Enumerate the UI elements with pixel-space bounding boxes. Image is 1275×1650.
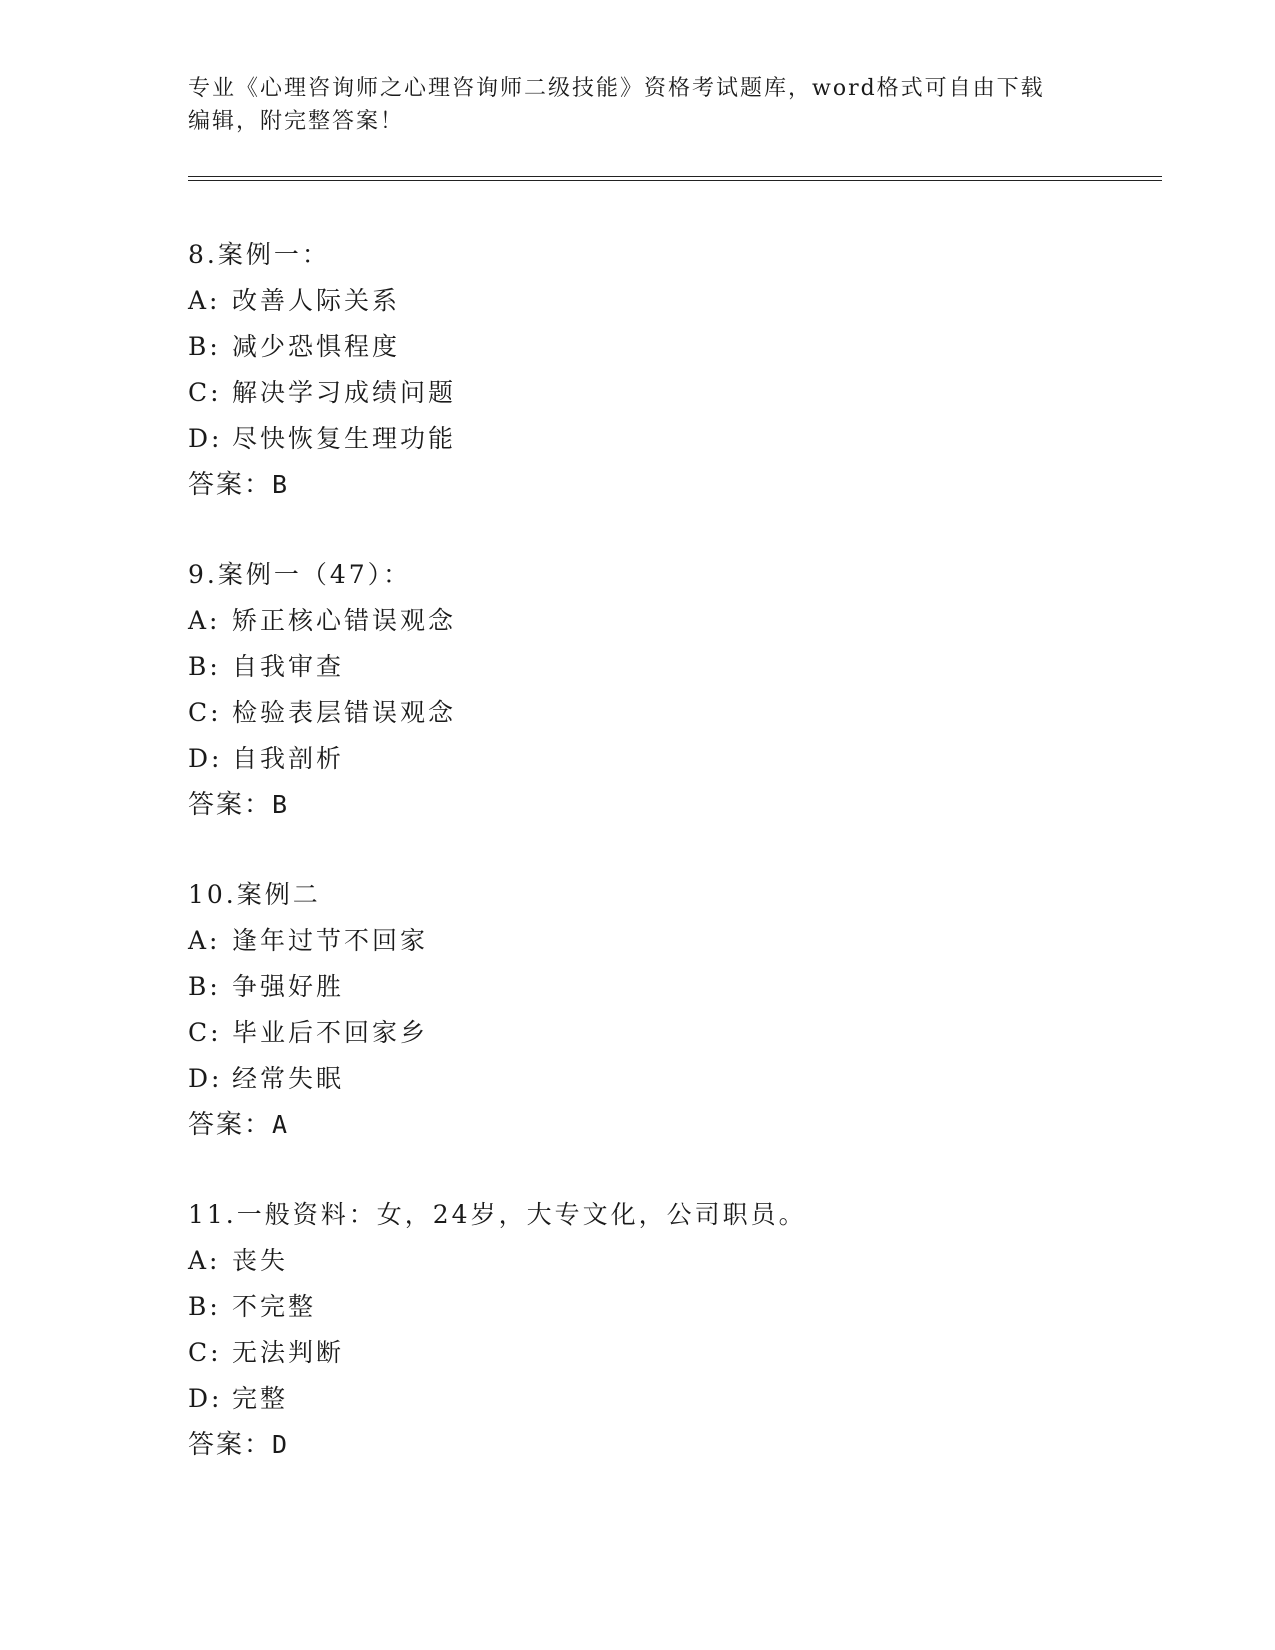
document-header (188, 72, 1088, 138)
option-text: 检验表层错误观念 (232, 698, 457, 727)
option-key: C: (188, 698, 222, 727)
option-text: 毕业后不回家乡 (232, 1018, 429, 1047)
option-key: B: (188, 1292, 221, 1321)
option-text: 改善人际关系 (232, 286, 401, 315)
option-d (188, 1376, 1148, 1422)
answer-label: 答案： (188, 1430, 273, 1460)
option-text: 解决学习成绩问题 (232, 378, 457, 407)
question-stem: 9.案例一（47）： (188, 560, 412, 589)
option-key: A: (188, 286, 221, 315)
question-stem: 10.案例二 (188, 880, 321, 909)
question-item (188, 232, 1148, 508)
answer-value: B (272, 790, 290, 819)
option-text: 无法判断 (232, 1338, 345, 1367)
option-key: D: (188, 1064, 223, 1093)
question-stem: 11.一般资料：女，24岁，大专文化，公司职员。 (188, 1200, 807, 1229)
option-text: 逢年过节不回家 (232, 926, 429, 955)
option-key: A: (188, 926, 221, 955)
option-a (188, 918, 1148, 964)
option-key: C: (188, 378, 222, 407)
option-d (188, 416, 1148, 462)
header-divider (188, 176, 1162, 181)
option-b (188, 324, 1148, 370)
option-a (188, 598, 1148, 644)
answer-line (188, 1102, 1148, 1148)
option-key: C: (188, 1018, 222, 1047)
option-c (188, 690, 1148, 736)
option-key: D: (188, 744, 223, 773)
answer-value: B (272, 470, 290, 499)
option-a (188, 278, 1148, 324)
question-item (188, 1192, 1148, 1468)
question-item (188, 872, 1148, 1148)
answer-label: 答案： (188, 1110, 273, 1140)
option-text: 完整 (232, 1384, 289, 1413)
option-text: 不完整 (232, 1292, 317, 1321)
answer-line (188, 1422, 1148, 1468)
option-text: 自我剖析 (232, 744, 345, 773)
option-a (188, 1238, 1148, 1284)
question-stem: 8.案例一： (188, 240, 330, 269)
option-key: A: (188, 606, 221, 635)
answer-label: 答案： (188, 470, 273, 500)
option-d (188, 736, 1148, 782)
option-key: A: (188, 1246, 221, 1275)
option-key: C: (188, 1338, 222, 1367)
option-key: B: (188, 652, 221, 681)
option-text: 矫正核心错误观念 (232, 606, 457, 635)
option-key: B: (188, 332, 221, 361)
option-b (188, 1284, 1148, 1330)
option-key: B: (188, 972, 221, 1001)
question-list (188, 232, 1148, 1512)
answer-line (188, 462, 1148, 508)
answer-label: 答案： (188, 790, 273, 820)
option-text: 自我审查 (232, 652, 345, 681)
header-line-1: 专业《心理咨询师之心理咨询师二级技能》资格考试题库，word格式可自由下载 (188, 76, 1045, 101)
answer-value: D (272, 1430, 290, 1459)
option-key: D: (188, 1384, 223, 1413)
option-c (188, 1010, 1148, 1056)
option-b (188, 964, 1148, 1010)
option-text: 减少恐惧程度 (232, 332, 401, 361)
answer-line (188, 782, 1148, 828)
option-d (188, 1056, 1148, 1102)
option-key: D: (188, 424, 223, 453)
answer-value: A (272, 1110, 290, 1139)
option-c (188, 1330, 1148, 1376)
option-text: 尽快恢复生理功能 (232, 424, 457, 453)
option-b (188, 644, 1148, 690)
header-line-2: 编辑，附完整答案！ (188, 109, 405, 134)
option-c (188, 370, 1148, 416)
question-item (188, 552, 1148, 828)
option-text: 经常失眠 (232, 1064, 345, 1093)
option-text: 争强好胜 (232, 972, 345, 1001)
option-text: 丧失 (232, 1246, 289, 1275)
